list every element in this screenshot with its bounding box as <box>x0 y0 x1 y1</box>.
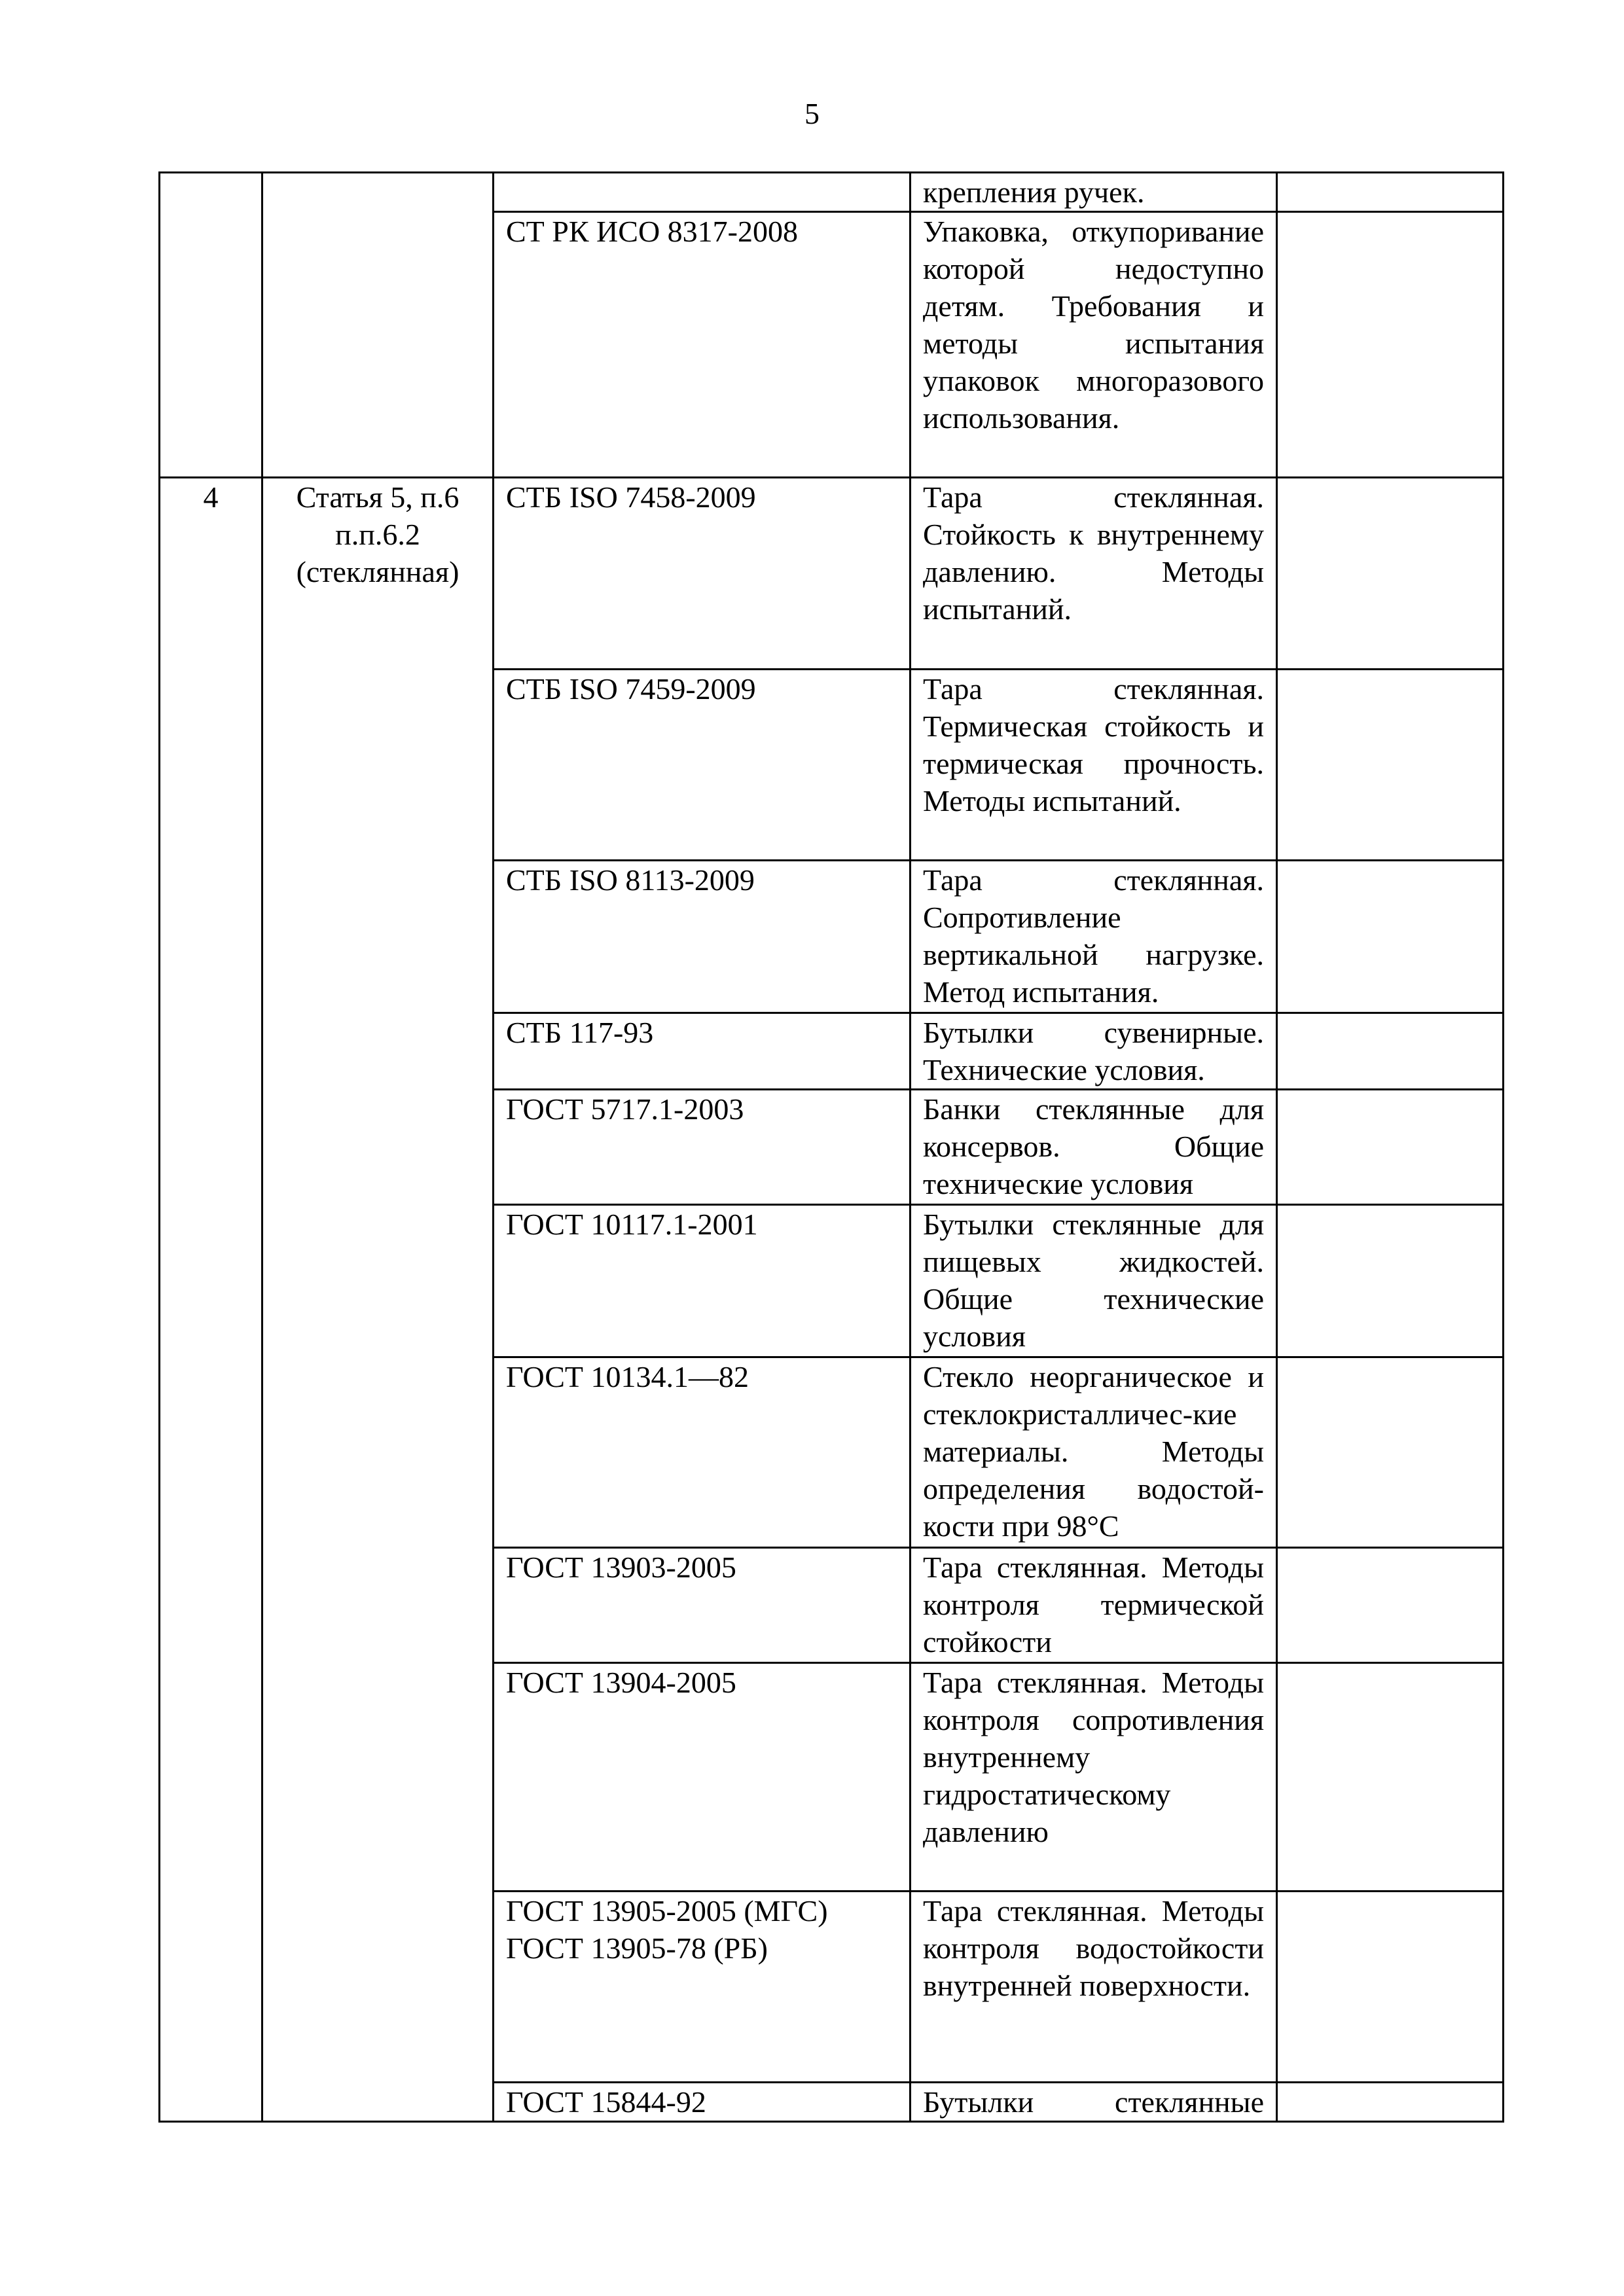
description-cell: Тара стеклянная. Термическая стойкость и термическая прочность. Методы испытаний. <box>911 670 1277 861</box>
standard-cell: ГОСТ 13905-2005 (МГС) ГОСТ 13905-78 (РБ) <box>494 1892 911 2083</box>
number-cell-empty <box>160 173 262 478</box>
blank-cell <box>1277 173 1504 212</box>
blank-cell <box>1277 478 1504 670</box>
standard-cell: СТБ ISO 8113-2009 <box>494 861 911 1013</box>
description-cell: Тара стеклянная. Стойкость к внутреннему давлению. Методы испытаний. <box>911 478 1277 670</box>
blank-cell <box>1277 212 1504 478</box>
blank-cell <box>1277 1013 1504 1090</box>
standard-cell: ГОСТ 5717.1-2003 <box>494 1090 911 1205</box>
description-cell: Бутылки сувенирные. Технические условия. <box>911 1013 1277 1090</box>
table-row <box>160 173 1504 212</box>
blank-cell <box>1277 1205 1504 1357</box>
description-cell: Бутылки стеклянные <box>911 2083 1277 2122</box>
description-cell: Тара стеклянная. Методы контроля сопротивления внутреннему гидростатическому давлению <box>911 1663 1277 1892</box>
standard-cell: СТБ ISO 7458-2009 <box>494 478 911 670</box>
standard-cell: ГОСТ 13903-2005 <box>494 1548 911 1663</box>
blank-cell <box>1277 1663 1504 1892</box>
description-cell: Бутылки стеклянные для пищевых жидкостей. Общие технические условия <box>911 1205 1277 1357</box>
standard-cell: СТБ 117-93 <box>494 1013 911 1090</box>
row-number: 4 <box>160 478 262 2122</box>
standard-cell <box>494 173 911 212</box>
standard-cell: ГОСТ 10134.1—82 <box>494 1357 911 1548</box>
blank-cell <box>1277 861 1504 1013</box>
description-cell: Тара стеклянная. Методы контроля водостойкости внутренней поверхности. <box>911 1892 1277 2083</box>
table-row <box>160 478 1504 670</box>
standard-cell: ГОСТ 10117.1-2001 <box>494 1205 911 1357</box>
blank-cell <box>1277 1090 1504 1205</box>
article-reference: Статья 5, п.6 п.п.6.2 (стеклянная) <box>262 478 494 2122</box>
standard-cell: ГОСТ 15844-92 <box>494 2083 911 2122</box>
blank-cell <box>1277 1548 1504 1663</box>
description-cell: Тара стеклянная. Методы контроля термической стойкости <box>911 1548 1277 1663</box>
description-cell: Банки стеклянные для консервов. Общие технические условия <box>911 1090 1277 1205</box>
blank-cell <box>1277 670 1504 861</box>
article-cell-empty <box>262 173 494 478</box>
blank-cell <box>1277 1892 1504 2083</box>
description-cell: крепления ручек. <box>911 173 1277 212</box>
description-cell: Стекло неорганическое и стеклокристалличес-кие материалы. Методы определения водостой-кости при 98°С <box>911 1357 1277 1548</box>
standard-cell: СТ РК ИСО 8317-2008 <box>494 212 911 478</box>
page-number: 5 <box>804 97 820 130</box>
standards-table <box>158 171 1504 2123</box>
blank-cell <box>1277 2083 1504 2122</box>
blank-cell <box>1277 1357 1504 1548</box>
description-cell: Тара стеклянная. Сопротивление вертикальной нагрузке. Метод испытания. <box>911 861 1277 1013</box>
standard-cell: СТБ ISO 7459-2009 <box>494 670 911 861</box>
standard-cell: ГОСТ 13904-2005 <box>494 1663 911 1892</box>
description-cell: Упаковка, откупоривание которой недоступно детям. Требования и методы испытания упаковок многоразового использования. <box>911 212 1277 478</box>
